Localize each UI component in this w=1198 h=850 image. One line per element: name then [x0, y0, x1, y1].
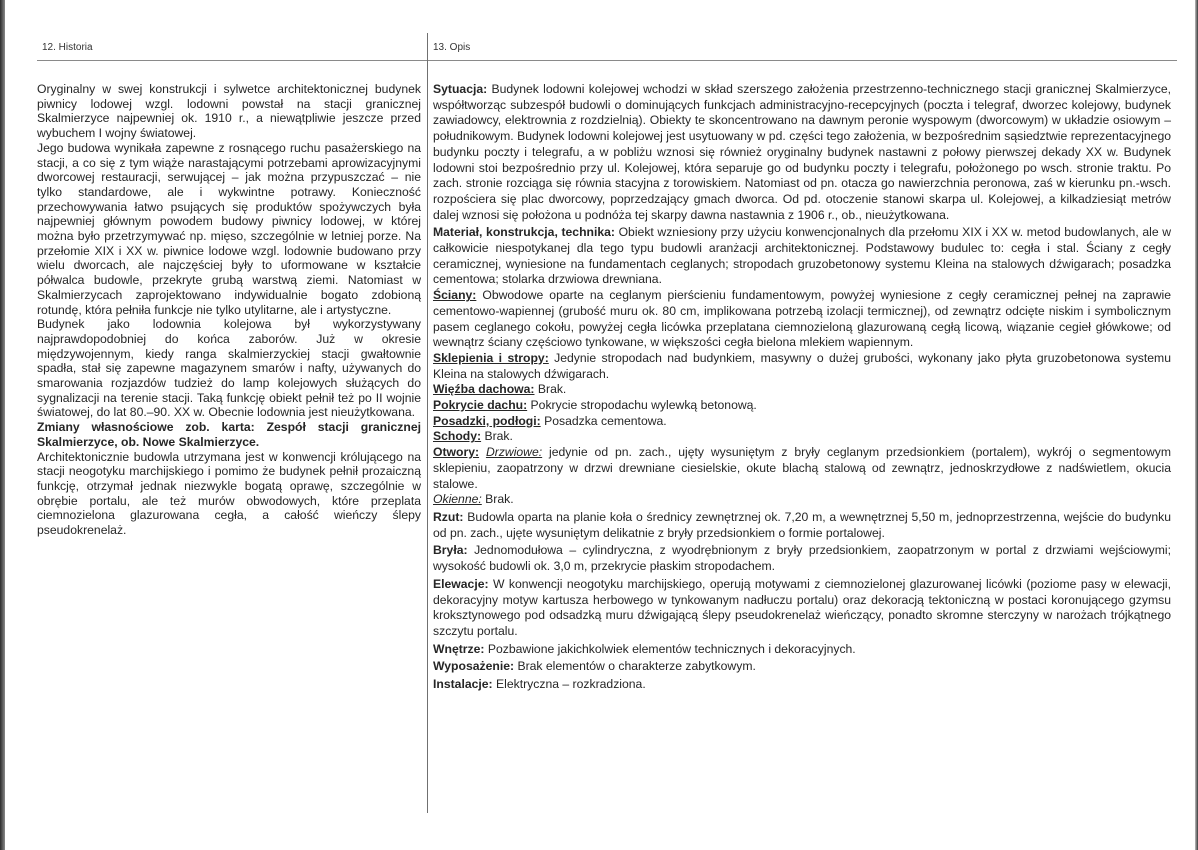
label-posadzki: Posadzki, podłogi: — [433, 413, 541, 428]
label-instalacje: Instalacje: — [433, 677, 493, 692]
historia-paragraph: Budynek jako lodownia kolejowa był wykorzystywany najprawdopodobniej do końca zaborów. Już w okresie międzywojennym, kiedy ranga skalmierzyckiej stacji gwałtownie spadła, stał się zapewne magazynem smarów i nafty, używanych do smarowania rozjazdów tudzież do lamp kolejowych służących do sygnalizacji na terenie stacji. Taką funkcję obiekt pełnił też po II wojnie światowej, do lat 80.–90. XX w. Obecnie lodownia jest nieużytkowana. — [37, 317, 421, 420]
label-schody: Schody: — [433, 429, 482, 444]
opis-column — [433, 82, 1171, 693]
text-wiezba: Brak. — [537, 382, 567, 397]
section-rzut — [433, 510, 1171, 541]
section-sciany — [433, 288, 1171, 351]
text-schody: Brak. — [484, 429, 513, 444]
label-elewacje: Elewacje: — [433, 576, 489, 591]
section-elewacje — [433, 577, 1171, 640]
section-sytuacja — [433, 82, 1171, 223]
section-otwory — [433, 445, 1171, 492]
section-bryla — [433, 543, 1171, 574]
text-elewacje: W konwencji neogotyku marchijskiego, operują motywami z ciemnozielonej glazurowanej licówki (poziome pasy w elewacji, dekoracyjny motyw kartusza herbowego w tynkowanym nadłuczu portalu) oraz dekoracją tektoniczną w postaci koronującego gzymsu kroksztynowego pod odsadzką muru dźwigającą ślepy pseudokrenelaż wieńczący, ponadto skromne sterczyny w narożach trójkątnego szczytu portalu. — [433, 576, 1171, 638]
section-wiezba — [433, 382, 1171, 398]
label-otwory: Otwory: — [433, 445, 480, 460]
section-sklepienia — [433, 351, 1171, 382]
text-wnetrze: Pozbawione jakichkolwiek elementów technicznych i dekoracyjnych. — [487, 641, 856, 656]
historia-column — [37, 82, 421, 538]
label-sytuacja: Sytuacja: — [433, 82, 488, 96]
text-okienne: Brak. — [485, 492, 514, 507]
column-divider — [427, 33, 428, 813]
section-material — [433, 225, 1171, 288]
label-wiezba: Więźba dachowa: — [433, 382, 535, 397]
label-rzut: Rzut: — [433, 509, 464, 524]
section-header-opis: 13. Opis — [433, 42, 471, 53]
text-instalacje: Elektryczna – rozkradziona. — [496, 677, 646, 692]
section-instalacje — [433, 677, 1171, 693]
scan-edge-left — [0, 0, 5, 850]
ownership-note: Zmiany własnościowe zob. karta: Zespół stacji granicznej Skalmierzyce, ob. Nowe Skalmierzyce. — [37, 420, 421, 449]
text-wyposazenie: Brak elementów o charakterze zabytkowym. — [517, 659, 756, 674]
label-sklepienia: Sklepienia i stropy: — [433, 350, 549, 365]
text-pokrycie: Pokrycie stropodachu wylewką betonową. — [530, 398, 757, 413]
text-sciany: Obwodowe oparte na ceglanym pierścieniu fundamentowym, powyżej wyniesione z cegły ceramicznej pełnej na zaprawie cementowo-wapiennej (grubość muru ok. 80 cm, implikowana potrzebą izolacji termicznej), od zewnątrz odcięte niskim i symbolicznym pasem ceglanego cokołu, powyżej cegła licówka przeplatana ciemnozieloną glazurowaną cegłą licową, wiązanie cegieł główkowe; od wewnątrz ściany częściowo tynkowane, w większości cegła bielona mlekiem wapiennym. — [433, 288, 1172, 350]
text-sytuacja: Budynek lodowni kolejowej wchodzi w skład szerszego założenia przestrzenno-technicznego stacji granicznej Skalmierzyce, współtworząc subzespół budowli o dominujących funkcjach administracyjno-recepcyjnych (poczta i telegraf, dworzec kolejowy, budynek zawiadowcy, elektrownia z rozdzielnią). Obiekty te skoncentrowano na dawnym peronie wyspowym (dworcowym) w układzie osiowym – południkowym. Budynek lodowni kolejowej jest usytuowany w pd. części tego założenia, w bezpośrednim sąsiedztwie reprezentacyjnego budynku poczty i telegrafu, a w pobliżu wznosi się również oryginalny budynek nastawni z połowy pierwszej dekady XX w. Budynek lodowni stoi bezpośrednio przy ul. Kolejowej, która separuje go od budynku poczty i telegrafu, położonego po wsch. stronie traktu. Po zach. stronie rozciąga się równia stacyjna z torowiskiem. Natomiast od pn. otacza go nawierzchnia peronowa, zaś w kierunku pn.-wsch. rozpościera się plac dworcowy, poprzedzający gmach dworca. Od pd. otoczenie stanowi skarpa ul. Kolejowej, a kilkadziesiąt metrów dalej wznosi się położona u podnóża tej skarpy dawna nastawnia z 1906 r., ob., nieużytkowana. — [433, 82, 1171, 222]
header-rule — [37, 60, 1177, 61]
text-sklepienia: Jedynie stropodach nad budynkiem, masywny o dużej grubości, wykonany jako płyta gruzobetonowa systemu Kleina na stalowych dźwigarach. — [433, 350, 1171, 381]
section-posadzki — [433, 414, 1171, 430]
section-pokrycie — [433, 398, 1171, 414]
label-sciany: Ściany: — [433, 288, 477, 303]
text-material: Obiekt wzniesiony przy użyciu konwencjonalnych dla przełomu XIX i XX w. metod budowlanych, ale w całkowicie niespotykanej dla tego typu budowli aranżacji architektonicznej. Podstawowy budulec to: cegła i stal. Ściany z cegły ceramicznej, wyniesione na fundamentach ceglanych; stropodach gruzobetonowy systemu Kleina na stalowych dźwigarach; posadzka cementowa; stolarka drzwiowa drewniana. — [433, 225, 1171, 287]
historia-paragraph: Architektonicznie budowla utrzymana jest w konwencji królującego na stacji neogotyku marchijskiego i pomimo że budynek pełnił prozaiczną funkcję, otrzymał jednak niezwykle bogatą oprawę, szczególnie w obrębie portalu, ale też murów obwodowych, które przeplata ciemnozielona glazurowana cegła, a całość wieńczy ślepy pseudokrenelaż. — [37, 449, 421, 538]
section-schody — [433, 429, 1171, 445]
label-pokrycie: Pokrycie dachu: — [433, 398, 528, 413]
text-drzwiowe: jedynie od pn. zach., ujęty wysuniętym z bryły ceglanym przedsionkiem (portalem), wykrój o segmentowym sklepieniu, zaopatrzony w drzwi drewniane ciesielskie, okute blachą stalową od zewnątrz, jednoskrzydłowe z nadświetlem, okucia stalowe. — [433, 445, 1171, 491]
section-wyposazenie — [433, 659, 1171, 675]
historia-paragraph: Oryginalny w swej konstrukcji i sylwetce architektonicznej budynek piwnicy lodowej wzgl. lodowni powstał na stacji granicznej Skalmierzyce najpewniej ok. 1910 r., a niewątpliwie jeszcze przed wybuchem I wojny światowej. — [37, 82, 421, 141]
section-okienne — [433, 492, 1171, 508]
label-material: Materiał, konstrukcja, technika: — [433, 225, 615, 240]
label-okienne: Okienne: — [433, 492, 482, 507]
text-rzut: Budowla oparta na planie koła o średnicy zewnętrznej ok. 7,20 m, a wewnętrznej 5,50 m, jednoprzestrzenna, wejście do budynku od pn. zach., ujęte wysuniętym delikatnie z bryły przedsionkiem o formie portalowej. — [433, 509, 1172, 540]
section-header-historia: 12. Historia — [42, 42, 93, 53]
text-posadzki: Posadzka cementowa. — [544, 413, 667, 428]
label-drzwiowe: Drzwiowe: — [485, 445, 543, 460]
label-wyposazenie: Wyposażenie: — [433, 659, 515, 674]
label-wnetrze: Wnętrze: — [433, 641, 485, 656]
section-wnetrze — [433, 642, 1171, 658]
historia-paragraph: Jego budowa wynikała zapewne z rosnącego ruchu pasażerskiego na stacji, a co się z tym wiąże narastającymi potrzebami aprowizacyjnymi dworcowej restauracji, serwującej – jak można przypuszczać – nie tylko standardowe, ale i wykwintne potrawy. Konieczność przechowywania łatwo psujących się produktów spożywczych była najpewniej głównym powodem budowy piwnicy lodowej, w której można było przetrzymywać np. mięso, szczególnie w letniej porze. Na przełomie XIX i XX w. piwnice lodowe wzgl. lodownie budowano przy wielu dworcach, ale najczęściej były to uformowane w kształcie półwalca budowle, przekryte grubą warstwą ziemi. Natomiast w Skalmierzycach zaprojektowano indywidualnie bogato zdobioną rotundę, która pełniła funkcje nie tylko utylitarne, ale i artystyczne. — [37, 140, 421, 317]
label-bryla: Bryła: — [433, 543, 468, 558]
text-bryla: Jednomodułowa – cylindryczna, z wyodrębnionym z bryły przedsionkiem, zaopatrzonym w portal z drzwiami wejściowymi; wysokość budowli ok. 3,0 m, przekrycie płaskim stropodachem. — [433, 543, 1171, 574]
